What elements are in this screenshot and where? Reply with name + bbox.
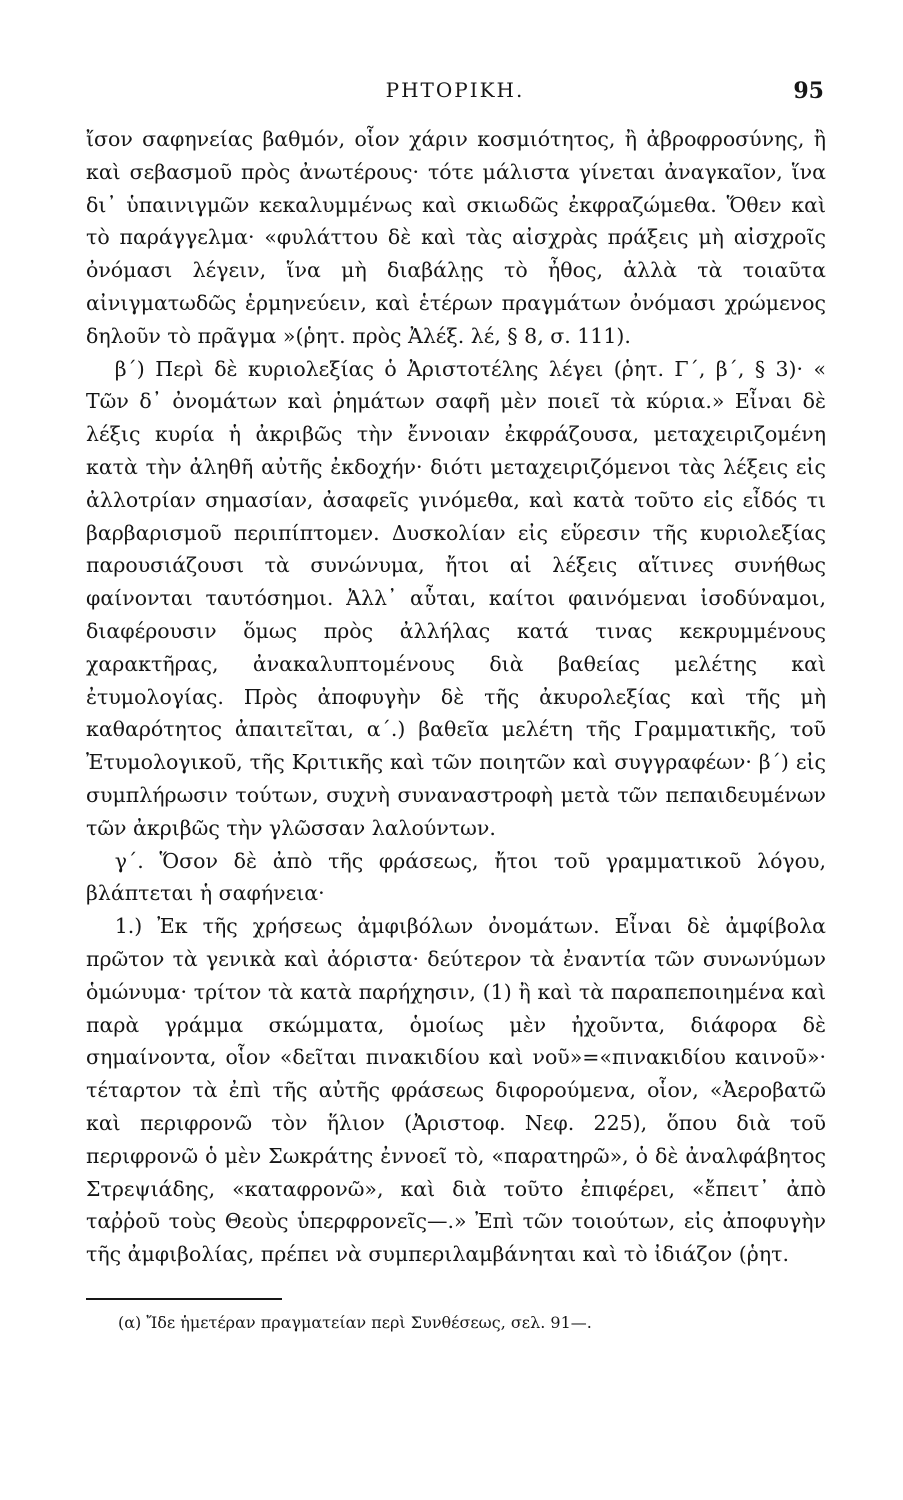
body-text [86,123,826,1271]
paragraph-2: β´) Περὶ δὲ κυριολεξίας ὁ Ἀριστοτέλης λέγει (ῥητ. Γ´, β´, § 3)· « Τῶν δ᾽ ὀνομάτων καὶ ῥημάτων σαφῆ μὲν ποιεῖ τὰ κύρια.» Εἶναι δὲ λέξις κυρία ἡ ἀκριβῶς τὴν ἔννοιαν ἐκφράζουσα, μεταχειριζομένη κατὰ τὴν ἀληθῆ αὐτῆς ἐκδοχήν· διότι μεταχειριζόμενοι τὰς λέξεις εἰς ἀλλοτρίαν σημασίαν, ἀσαφεῖς γινόμεθα, καὶ κατὰ τοῦτο εἰς εἶδός τι βαρβαρισμοῦ περιπίπτομεν. Δυσκολίαν εἰς εὕρεσιν τῆς κυριολεξίας παρουσιάζουσι τὰ συνώνυμα, ἤτοι αἱ λέξεις αἵτινες συνήθως φαίνονται ταυτόσημοι. Ἀλλ᾽ αὗται, καίτοι φαινόμεναι ἰσοδύναμοι, διαφέρουσιν ὅμως πρὸς ἀλλήλας κατά τινας κεκρυμμένους χαρακτῆρας, ἀνακαλυπτομένους διὰ βαθείας μελέτης καὶ ἐτυμολογίας. Πρὸς ἀποφυγὴν δὲ τῆς ἀκυρολεξίας καὶ τῆς μὴ καθαρότητος ἀπαιτεῖται, α´.) βαθεῖα μελέτη τῆς Γραμματικῆς, τοῦ Ἐτυμολογικοῦ, τῆς Κριτικῆς καὶ τῶν ποιητῶν καὶ συγγραφέων· β´) εἰς συμπλήρωσιν τούτων, συχνὴ συναναστροφὴ μετὰ τῶν πεπαιδευμένων τῶν ἀκριβῶς τὴν γλῶσσαν λαλούντων. [86,356,826,840]
page-number: 95 [793,78,824,104]
running-title: ΡΗΤΟΡΙΚΗ. [385,78,525,102]
footnote: (α) Ἴδε ἡμετέραν πραγματείαν περὶ Συνθέσεως, σελ. 91—. [118,1313,592,1332]
paragraph-1: ἴσον σαφηνείας βαθμόν, οἷον χάριν κοσμιότητος, ἢ ἀβροφροσύνης, ἢ καὶ σεβασμοῦ πρὸς ἀνωτέρους· τότε μάλιστα γίνεται ἀναγκαῖον, ἵνα δι᾽ ὑπαινιγμῶν κεκαλυμμένως καὶ σκιωδῶς ἐκφραζώμεθα. Ὅθεν καὶ τὸ παράγγελμα· «φυλάττου δὲ καὶ τὰς αἰσχρὰς πράξεις μὴ αἰσχροῖς ὀνόμασι λέγειν, ἵνα μὴ διαβάλῃς τὸ ἦθος, ἀλλὰ τὰ τοιαῦτα αἰνιγματωδῶς ἑρμηνεύειν, καὶ ἑτέρων πραγμάτων ὀνόμασι χρώμενος δηλοῦν τὸ πρᾶγμα »(ῥητ. πρὸς Ἀλέξ. λέ, § 8, σ. 111). [86,127,826,348]
footnote-divider [86,1298,282,1300]
paragraph-3: γ´. Ὅσον δὲ ἀπὸ τῆς φράσεως, ἤτοι τοῦ γραμματικοῦ λόγου, βλάπτεται ἡ σαφήνεια· [86,848,826,906]
paragraph-4: 1.) Ἐκ τῆς χρήσεως ἀμφιβόλων ὀνομάτων. Εἶναι δὲ ἀμφίβολα πρῶτον τὰ γενικὰ καὶ ἀόριστα· δεύτερον τὰ ἐναντία τῶν συνωνύμων ὁμώνυμα· τρίτον τὰ κατὰ παρήχησιν, (1) ἢ καὶ τὰ παραπεποιημένα καὶ παρὰ γράμμα σκώμματα, ὁμοίως μὲν ἠχοῦντα, διάφορα δὲ σημαίνοντα, οἷον «δεῖται πινακιδίου καὶ νοῦ»=«πινακιδίου καινοῦ»· τέταρτον τὰ ἐπὶ τῆς αὐτῆς φράσεως διφορούμενα, οἷον, «Ἀεροβατῶ καὶ περιφρονῶ τὸν ἥλιον (Ἀριστοφ. Νεφ. 225), ὅπου διὰ τοῦ περιφρονῶ ὁ μὲν Σωκράτης ἐννοεῖ τὸ, «παρατηρῶ», ὁ δὲ ἀναλφάβητος Στρεψιάδης, «καταφρονῶ», καὶ διὰ τοῦτο ἐπιφέρει, «ἔπειτ᾽ ἀπὸ ταῤῥοῦ τοὺς Θεοὺς ὑπερφρονεῖς—.» Ἐπὶ τῶν τοιούτων, εἰς ἀποφυγὴν τῆς ἀμφιβολίας, πρέπει νὰ συμπεριλαμβάνηται καὶ τὸ ἰδιάζον (ῥητ. [86,914,826,1267]
page-header [86,78,824,118]
